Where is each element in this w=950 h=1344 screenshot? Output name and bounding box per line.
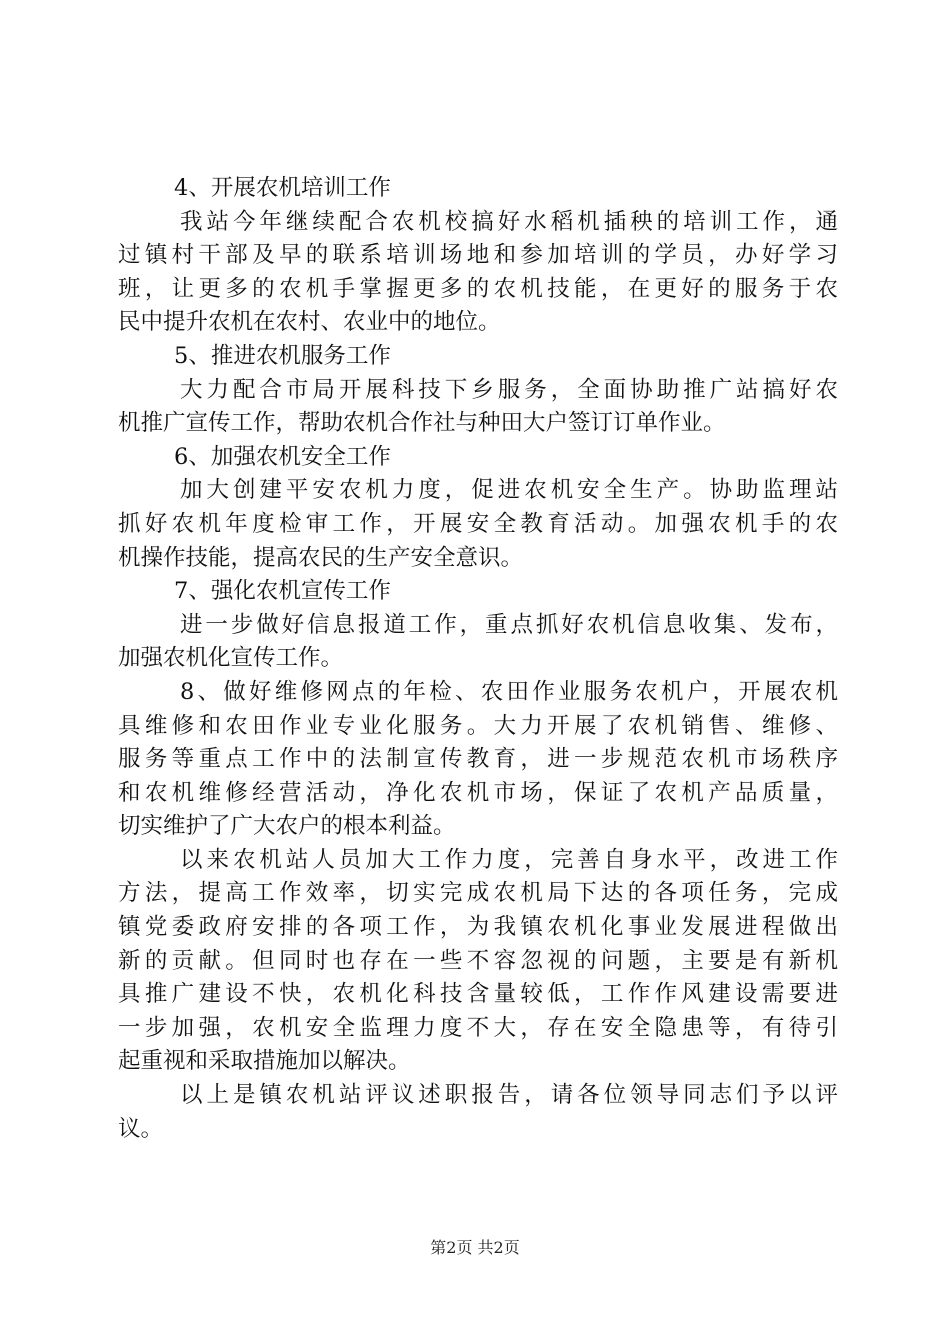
section-heading-publicity: 7、强化农机宣传工作 [174,578,391,605]
paragraph-line: 镇党委政府安排的各项工作，为我镇农机化事业发展进程做出 [118,914,838,941]
paragraph-line: 民中提升农机在农村、农业中的地位。 [118,309,501,336]
paragraph-line: 议。 [118,1115,164,1142]
paragraph-line: 切实维护了广大农户的根本利益。 [118,813,456,840]
paragraph-line: 过镇村干部及早的联系培训场地和参加培训的学员，办好学习 [118,242,838,269]
paragraph-line: 班，让更多的农机手掌握更多的农机技能，在更好的服务于农 [118,275,838,302]
paragraph-line: 加大创建平安农机力度，促进农机安全生产。协助监理站 [180,477,838,504]
paragraph-line: 进一步做好信息报道工作，重点抓好农机信息收集、发布， [180,611,838,638]
paragraph-line: 起重视和采取措施加以解决。 [118,1048,411,1075]
paragraph-line: 抓好农机年度检审工作，开展安全教育活动。加强农机手的农 [118,510,838,537]
paragraph-line: 机推广宣传工作，帮助农机合作社与种田大户签订订单作业。 [118,410,726,437]
paragraph-line: 和农机维修经营活动，净化农机市场，保证了农机产品质量， [118,779,838,806]
document-body [118,172,838,1146]
paragraph-line: 以来农机站人员加大工作力度，完善自身水平，改进工作 [180,846,838,873]
paragraph-line: 大力配合市局开展科技下乡服务，全面协助推广站搞好农 [180,376,838,403]
paragraph-line: 服务等重点工作中的法制宣传教育，进一步规范农机市场秩序 [118,746,838,773]
section-heading-service: 5、推进农机服务工作 [174,342,391,369]
paragraph-line: 一步加强，农机安全监理力度不大，存在安全隐患等，有待引 [118,1014,838,1041]
paragraph-line: 新的贡献。但同时也存在一些不容忽视的问题，主要是有新机 [118,947,838,974]
section-heading-safety: 6、加强农机安全工作 [174,443,391,470]
page-number-footer: 第2页 共2页 [430,1238,520,1257]
paragraph-line: 具推广建设不快，农机化科技含量较低，工作作风建设需要进 [118,981,838,1008]
paragraph-line: 8、做好维修网点的年检、农田作业服务农机户，开展农机 [180,678,838,705]
paragraph-line: 具维修和农田作业专业化服务。大力开展了农机销售、维修、 [118,712,838,739]
paragraph-line: 加强农机化宣传工作。 [118,645,344,672]
paragraph-line: 方法，提高工作效率，切实完成农机局下达的各项任务，完成 [118,880,838,907]
paragraph-line: 机操作技能，提高农民的生产安全意识。 [118,544,524,571]
section-heading-training: 4、开展农机培训工作 [174,175,391,201]
paragraph-line: 以上是镇农机站评议述职报告，请各位领导同志们予以评 [180,1082,838,1109]
paragraph-line: 我站今年继续配合农机校搞好水稻机插秧的培训工作，通 [180,208,838,235]
